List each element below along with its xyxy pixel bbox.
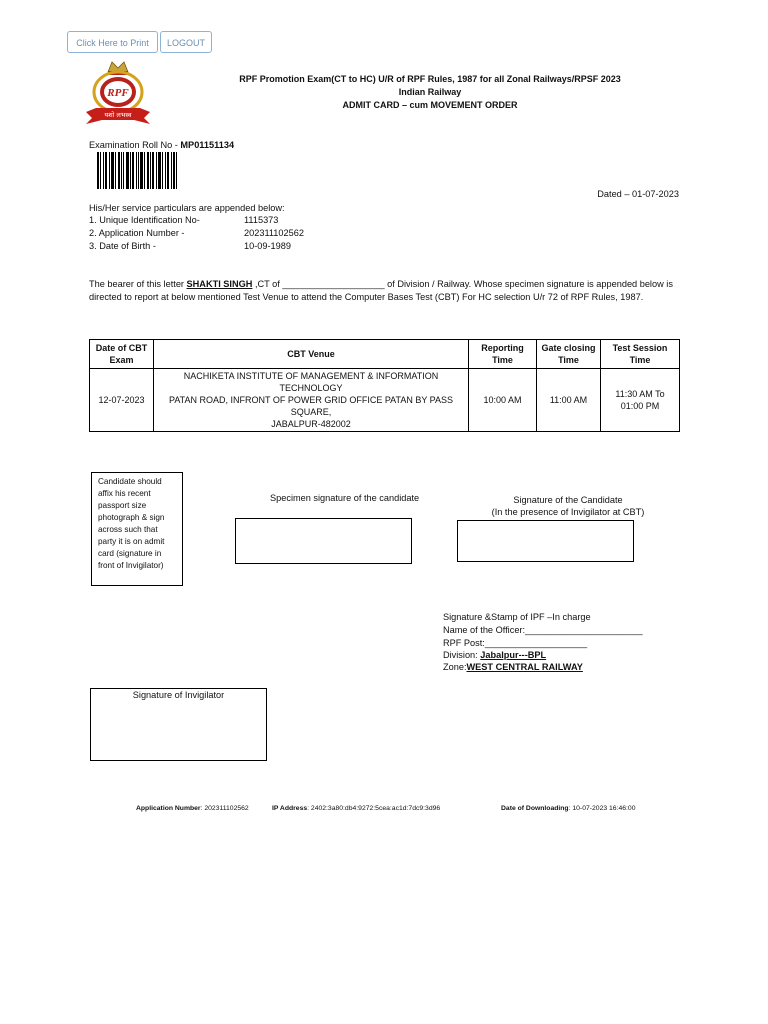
photo-box: [91, 472, 183, 586]
cell-venue: NACHIKETA INSTITUTE OF MANAGEMENT & INFORMATION TECHNOLOGY PATAN ROAD, INFRONT OF POWER GRID OFFICE PATAN BY PASS SQUARE, JABALPUR-482002: [154, 369, 469, 432]
logo-motto: यशो लभस्व: [104, 111, 132, 119]
dob-value: 10-09-1989: [244, 241, 291, 251]
cell-reporting: 10:00 AM: [469, 369, 537, 432]
uid-label: 1. Unique Identification No-: [89, 215, 200, 225]
exam-title: RPF Promotion Exam(CT to HC) U/R of RPF Rules, 1987 for all Zonal Railways/RPSF 2023: [239, 74, 621, 84]
footer-download-date: Date of Downloading: 10-07-2023 16:46:00: [501, 805, 636, 812]
candidate-signature-box: [457, 520, 634, 562]
bearer-statement: The bearer of this letter SHAKTI SINGH ,CT of ____________________ of Division / Railway. Whose specimen signature is appended below is: [89, 279, 673, 289]
specimen-signature-box: [235, 518, 412, 564]
particulars-intro: His/Her service particulars are appended below:: [89, 203, 285, 213]
division-line: Division: Jabalpur---BPL: [443, 650, 547, 660]
invigilator-signature-label: Signature of Invigilator: [132, 690, 225, 700]
footer-application-number: Application Number: 202311102562: [136, 805, 249, 812]
table-header-row: [90, 340, 680, 369]
organization-name: Indian Railway: [398, 87, 462, 97]
barcode: [97, 152, 177, 189]
cell-date: 12-07-2023: [90, 369, 154, 432]
dob-label: 3. Date of Birth -: [89, 241, 156, 251]
candidate-name: SHAKTI SINGH: [186, 279, 253, 289]
cell-gate: 11:00 AM: [537, 369, 601, 432]
document-title: ADMIT CARD – cum MOVEMENT ORDER: [342, 100, 518, 110]
invigilator-signature-box: [90, 688, 267, 761]
logout-button[interactable]: LOGOUT: [160, 31, 212, 53]
ipf-signature-label: Signature &Stamp of IPF –In charge: [443, 612, 591, 622]
roll-number: Examination Roll No - MP01151134: [89, 140, 235, 150]
col-reporting: Reporting Time: [469, 340, 537, 369]
cbt-schedule-table: [89, 339, 680, 432]
logo-monogram: RPF: [107, 87, 129, 99]
application-number-label: 2. Application Number -: [89, 228, 185, 238]
bearer-statement-line2: directed to report at below mentioned Test Venue to attend the Computer Bases Test (CBT) For HC selection U/r 72 of RPF Rules, 1987.: [89, 292, 644, 302]
zone-line: Zone:WEST CENTRAL RAILWAY: [443, 662, 583, 672]
photo-instructions: Candidate should affix his recent passport size photograph & sign across such that party it is on admit card (signature in front of Invigilator): [98, 477, 165, 570]
rpf-post-line: RPF Post:____________________: [443, 638, 588, 648]
col-session: Test Session Time: [601, 340, 680, 369]
specimen-signature-label: Specimen signature of the candidate: [270, 493, 420, 503]
uid-value: 1115373: [244, 215, 279, 225]
candidate-signature-label: Signature of the Candidate: [513, 495, 623, 505]
col-gate: Gate closing Time: [537, 340, 601, 369]
application-number-value: 202311102562: [244, 228, 304, 238]
footer-ip-address: IP Address: 2402:3a80:db4:9272:5cea:ac1d:7dc9:3d96: [272, 805, 441, 812]
officer-name-line: Name of the Officer:_______________________: [443, 625, 643, 635]
cell-session: 11:30 AM To 01:00 PM: [601, 369, 680, 432]
print-button[interactable]: Click Here to Print: [67, 31, 158, 53]
col-date: Date of CBT Exam: [90, 340, 154, 369]
col-venue: CBT Venue: [154, 340, 469, 369]
issue-date: Dated – 01-07-2023: [597, 189, 679, 199]
table-row: [90, 369, 680, 432]
candidate-signature-note: (In the presence of Invigilator at CBT): [491, 507, 645, 517]
